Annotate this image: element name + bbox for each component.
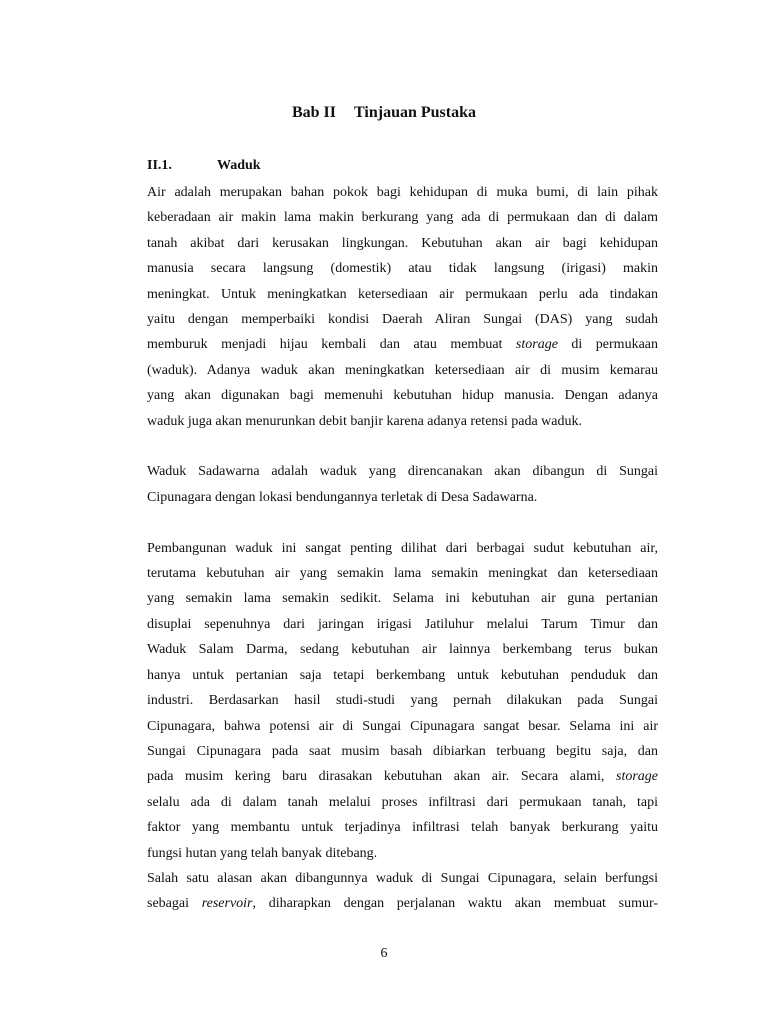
italic-term: reservoir (201, 896, 253, 912)
paragraph-2 (147, 459, 658, 510)
text-fragment: pada musim kering baru dirasakan kebutuhan akan air. Secara alami, (147, 769, 605, 785)
text-line (147, 332, 658, 357)
text-line: Air adalah merupakan bahan pokok bagi kehidupan di muka bumi, di lain pihak (147, 185, 658, 200)
text-line: Cipunagara dengan lokasi bendungannya terletak di Desa Sadawarna. (147, 489, 538, 505)
chapter-name: Tinjauan Pustaka (354, 104, 476, 121)
text-line: waduk juga akan menurunkan debit banjir karena adanya retensi pada waduk. (147, 413, 582, 429)
text-fragment: sebagai (147, 896, 189, 912)
text-line: keberadaan air makin lama makin berkurang yang ada di permukaan dan di dalam (147, 210, 658, 226)
italic-term: storage (515, 337, 558, 353)
body-text (147, 180, 658, 917)
text-line: fungsi hutan yang telah banyak ditebang. (147, 845, 378, 861)
text-line (147, 764, 658, 789)
text-line: terutama kebutuhan air yang semakin lama semakin meningkat dan ketersediaan (147, 566, 658, 582)
text-line: tanah akibat dari kerusakan lingkungan. Kebutuhan akan air bagi kehidupan (147, 235, 658, 251)
text-line: Waduk Salam Darma, sedang kebutuhan air lainnya berkembang terus bukan (147, 642, 658, 658)
text-line: (waduk). Adanya waduk akan meningkatkan ketersediaan air di musim kemarau (147, 362, 658, 378)
section-heading (147, 158, 261, 174)
paragraph-3 (147, 536, 658, 866)
section-number: II.1. (147, 158, 172, 173)
text-line (147, 891, 658, 916)
paragraph-4 (147, 866, 658, 917)
text-fragment: memburuk menjadi hijau kembali dan atau membuat (147, 337, 503, 353)
italic-term: storage (616, 769, 659, 785)
paragraph-1 (147, 180, 658, 434)
text-line: Waduk Sadawarna adalah waduk yang direncanakan akan dibangun di Sungai (147, 464, 658, 480)
text-line: yang semakin lama semakin sedikit. Selama ini kebutuhan air guna pertanian (147, 591, 658, 607)
text-line: meningkat. Untuk meningkatkan ketersediaan air permukaan perlu ada tindakan (147, 286, 658, 302)
text-line: Salah satu alasan akan dibangunnya waduk di Sungai Cipunagara, selain berfungsi (147, 870, 658, 886)
text-line: Sungai Cipunagara pada saat musim basah dibiarkan terbuang begitu saja, dan (147, 743, 658, 759)
text-line: selalu ada di dalam tanah melalui proses infiltrasi dari permukaan tanah, tapi (147, 794, 658, 810)
text-line: Cipunagara, bahwa potensi air di Sungai Cipunagara sangat besar. Selama ini air (147, 718, 658, 734)
text-fragment: di permukaan (571, 337, 658, 353)
text-fragment: diharapkan dengan perjalanan waktu akan membuat sumur- (268, 896, 659, 912)
text-line: disuplai sepenuhnya dari jaringan irigasi Jatiluhur melalui Tarum Timur dan (147, 616, 658, 632)
section-title: Waduk (217, 158, 261, 173)
text-line: industri. Berdasarkan hasil studi-studi yang pernah dilakukan pada Sungai (147, 693, 658, 709)
text-line: manusia secara langsung (domestik) atau tidak langsung (irigasi) makin (147, 261, 658, 277)
text-line: hanya untuk pertanian saja tetapi berkembang untuk kebutuhan penduduk dan (147, 667, 658, 683)
page-number: 6 (380, 946, 388, 961)
chapter-number: Bab II (291, 104, 337, 121)
chapter-title (0, 104, 768, 122)
text-line: yaitu dengan memperbaiki kondisi Daerah Aliran Sungai (DAS) yang sudah (147, 312, 658, 328)
text-line: yang akan digunakan bagi memenuhi kebutuhan hidup manusia. Dengan adanya (147, 388, 658, 404)
text-line: Pembangunan waduk ini sangat penting dilihat dari berbagai sudut kebutuhan air, (147, 540, 658, 556)
text-line: faktor yang membantu untuk terjadinya infiltrasi telah banyak berkurang yaitu (147, 820, 658, 836)
text-fragment: , (252, 896, 257, 912)
